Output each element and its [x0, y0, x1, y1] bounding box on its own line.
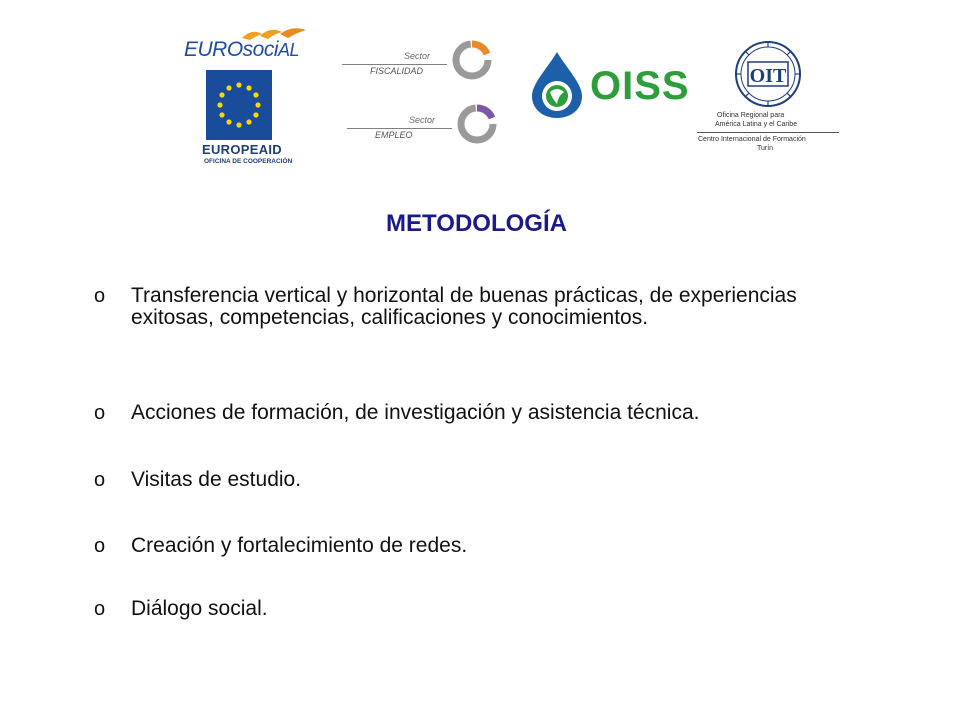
- bullet-marker: o: [94, 402, 106, 424]
- svg-text:OIT: OIT: [749, 65, 787, 87]
- eurosocial-europeaid-logo: [180, 26, 310, 166]
- sector-empleo-logo: [347, 102, 507, 147]
- oit-emblem-icon: [695, 40, 845, 110]
- sector-divider: [342, 64, 447, 65]
- oit-line-4: Turín: [757, 145, 774, 152]
- sector-ring-icon: [450, 38, 494, 82]
- sector-label: Sector: [409, 115, 436, 125]
- sector-ring-icon: [455, 102, 499, 146]
- oit-logo: [695, 40, 845, 170]
- list-item-text: Acciones de formación, de investigación y asistencia técnica.: [131, 401, 700, 424]
- oiss-wordmark: OISS: [590, 64, 690, 108]
- sector-name: FISCALIDAD: [370, 66, 424, 76]
- sector-divider: [347, 128, 452, 129]
- oit-line-1: Oficina Regional para: [717, 112, 785, 119]
- sector-name: EMPLEO: [375, 130, 413, 140]
- eurosocial-wordmark: EUROsociAL: [184, 38, 300, 61]
- bullet-marker: o: [94, 598, 106, 620]
- oficina-cooperacion-label: OFICINA DE COOPERACIÓN: [204, 158, 293, 165]
- list-item-text: Creación y fortalecimiento de redes.: [131, 534, 468, 557]
- oit-divider: [697, 132, 839, 133]
- sector-fiscalidad-logo: [342, 38, 502, 83]
- oiss-drop-icon: [528, 50, 586, 120]
- bullet-marker: o: [94, 469, 106, 491]
- oit-line-2: América Latina y el Caribe: [715, 121, 798, 128]
- bullet-marker: o: [94, 535, 106, 557]
- bullet-marker: o: [94, 285, 106, 307]
- sector-label: Sector: [404, 51, 431, 61]
- list-item-text: Transferencia vertical y horizontal de buenas prácticas, de experiencias exitosas, competencias, calificaciones y conocimientos.: [131, 284, 797, 329]
- europeaid-wordmark: EUROPEAID: [202, 142, 282, 157]
- page-title: METODOLOGÍA: [386, 210, 567, 237]
- oiss-logo: [528, 50, 693, 120]
- list-item-text: Visitas de estudio.: [131, 468, 302, 491]
- list-item-text: Diálogo social.: [131, 597, 268, 620]
- eu-flag-icon: [206, 70, 272, 140]
- logo-strip: [0, 0, 960, 175]
- oit-line-3: Centro Internacional de Formación: [698, 136, 806, 143]
